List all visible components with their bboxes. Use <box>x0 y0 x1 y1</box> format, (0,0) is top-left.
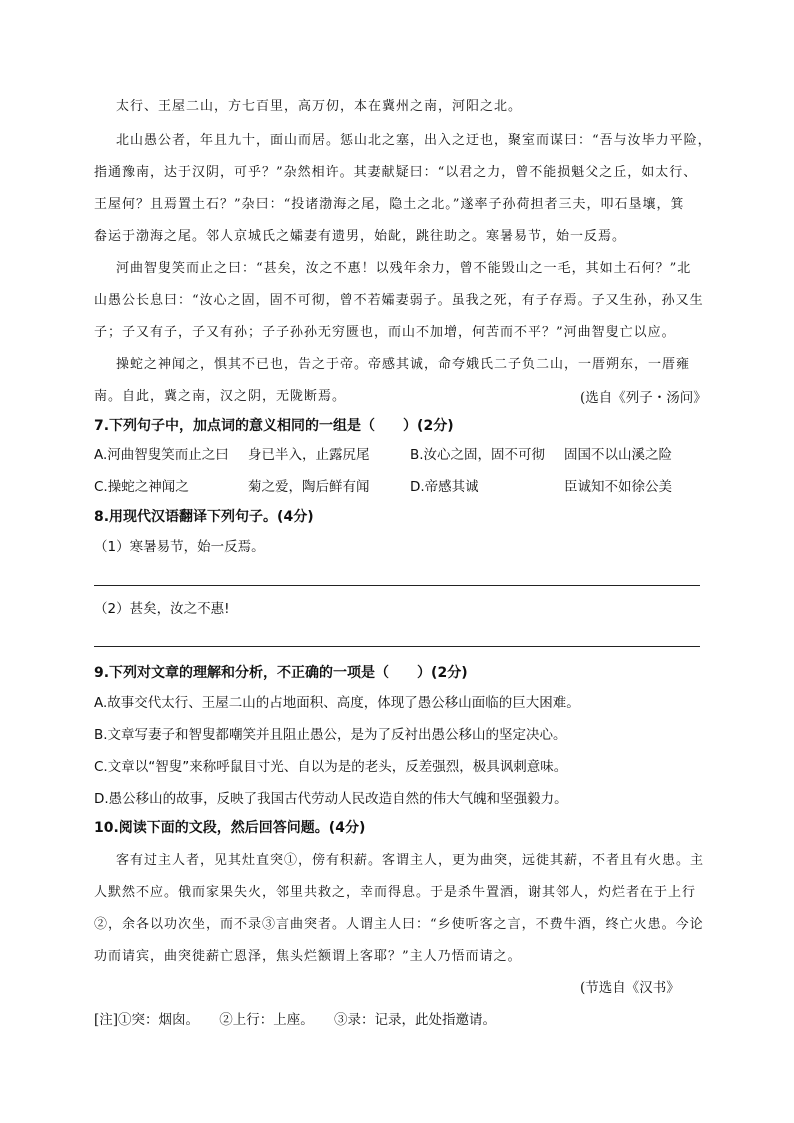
annotation-note: [注]①突：烟囱。 ②上行：上座。 ③录：记录，此处指邀请。 <box>94 1012 497 1028</box>
passage2-line: 客有过主人者，见其灶直突①，傍有积薪。客谓主人，更为曲突，远徙其薪，不者且有火患。主 <box>116 853 705 868</box>
passage-line: 北山愚公者，年且九十，面山而居。惩山北之塞，出入之迂也，聚室而谋曰：“吾与汝毕力平险， <box>116 133 712 148</box>
passage-line: 子；子又有子，子又有孙；子子孙孙无穷匮也，而山不加增，何苦而不平？”河曲智叟亡以应。 <box>94 325 676 340</box>
question-10-stem: 10.阅读下面的文段，然后回答问题。(4分) <box>94 820 366 836</box>
passage-line: 南。自此，冀之南，汉之阴，无陇断焉。 <box>94 389 347 404</box>
q9-option-a: A.故事交代太行、王屋二山的占地面积、高度，体现了愚公移山面临的巨大困难。 <box>94 695 580 711</box>
q9-option-c: C.文章以“智叟”来称呼鼠目寸光、自以为是的老头，反差强烈，极具讽刺意味。 <box>94 759 568 775</box>
q9-option-b: B.文章写妻子和智叟都嘲笑并且阻止愚公，是为了反衬出愚公移山的坚定决心。 <box>94 727 567 743</box>
q7-option-c-part1: C.操蛇之神闻之 <box>94 479 189 495</box>
passage-line: 山愚公长息曰：“汝心之固，固不可彻，曾不若孀妻弱子。虽我之死，有子存焉。子又生孙，孙又生 <box>94 293 704 308</box>
passage2-line: 人默然不应。俄而家果失火，邻里共救之，幸而得息。于是杀牛置酒，谢其邻人，灼烂者在于上行 <box>94 885 697 900</box>
passage-source: (选自《列子・汤问》 <box>580 390 707 406</box>
q8-sentence-1: （1）寒暑易节，始一反焉。 <box>94 539 265 555</box>
passage2-line: ②，余各以功次坐，而不录③言曲突者。人谓主人曰：“乡使听客之言，不费牛酒，终亡火患。今论 <box>94 917 704 932</box>
passage-line: 河曲智叟笑而止之曰：“甚矣，汝之不惠！以残年余力，曾不能毁山之一毛，其如土石何？”北 <box>116 261 692 276</box>
passage-line: 太行、王屋二山，方七百里，高万仞，本在冀州之南，河阳之北。 <box>116 99 523 114</box>
q7-option-c-part2: 菊之爱，陶后鲜有闻 <box>248 479 370 495</box>
passage2-source: (节选自《汉书》 <box>580 980 680 996</box>
q7-option-b-part1: B.汝心之固，固不可彻 <box>410 447 546 463</box>
q7-option-a-part2: 身已半入，止露尻尾 <box>248 447 370 463</box>
passage-line: 畚运于渤海之尾。邻人京城氏之孀妻有遗男，始龀，跳往助之。寒暑易节，始一反焉。 <box>94 229 627 244</box>
passage-line: 王屋何？且焉置土石？”杂曰：“投诸渤海之尾，隐土之北。”遂率子孙荷担者三夫，叩石垦壤，箕 <box>94 197 685 212</box>
q7-option-d-part1: D.帝感其诚 <box>410 479 479 495</box>
question-7-stem: 7.下列句子中，加点词的意义相同的一组是（ ）(2分) <box>94 418 454 434</box>
answer-line-1[interactable] <box>94 585 700 586</box>
q7-option-b-part2: 固国不以山溪之险 <box>564 447 672 463</box>
answer-line-2[interactable] <box>94 646 700 647</box>
passage-line: 操蛇之神闻之，惧其不已也，告之于帝。帝感其诚，命夸娥氏二子负二山，一厝朔东，一厝雍 <box>116 357 691 372</box>
passage-line: 指通豫南，达于汉阴，可乎？”杂然相许。其妻献疑曰：“以君之力，曾不能损魁父之丘，如太行、 <box>94 165 698 180</box>
q8-sentence-2: （2）甚矣，汝之不惠! <box>94 601 230 617</box>
passage2-line: 功而请宾，曲突徙薪亡恩泽，焦头烂额谓上客耶？”主人乃悟而请之。 <box>94 949 522 964</box>
question-9-stem: 9.下列对文章的理解和分析，不正确的一项是（ ）(2分) <box>94 665 468 681</box>
q7-option-d-part2: 臣诚知不如徐公美 <box>564 479 672 495</box>
q7-option-a-part1: A.河曲智叟笑而止之曰 <box>94 447 229 463</box>
question-8-stem: 8.用现代汉语翻译下列句子。(4分) <box>94 509 314 525</box>
q9-option-d: D.愚公移山的故事，反映了我国古代劳动人民改造自然的伟大气魄和坚强毅力。 <box>94 791 568 807</box>
